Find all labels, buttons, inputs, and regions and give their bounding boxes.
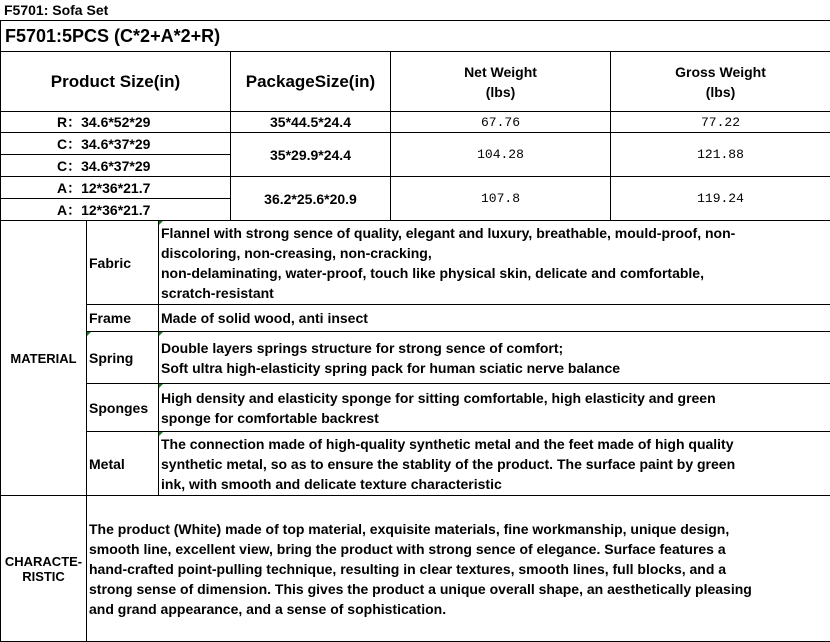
material-row-metal <box>1 432 830 496</box>
characteristic-label-line: CHARACTE- <box>3 554 84 569</box>
material-name-sponges: Sponges <box>87 384 159 432</box>
characteristic-label <box>1 496 87 642</box>
gross-weight-cell: 77.22 <box>611 112 830 133</box>
product-size-cell: A：12*36*21.7 <box>1 177 231 199</box>
desc-line: sponge for comfortable backrest <box>161 408 828 428</box>
product-size-header: Product Size(in) <box>1 52 231 112</box>
desc-line: Made of solid wood, anti insect <box>161 308 828 328</box>
material-name-frame: Frame <box>87 305 159 332</box>
material-desc-frame <box>159 305 830 332</box>
desc-line: scratch-resistant <box>161 283 828 303</box>
desc-line: High density and elasticity sponge for sitting comfortable, high elasticity and green <box>161 388 828 408</box>
desc-line: smooth line, excellent view, bring the product with strong sence of elegance. Surface features a <box>89 539 828 559</box>
desc-line: discoloring, non-creasing, non-cracking, <box>161 243 828 263</box>
net-weight-cell: 67.76 <box>391 112 611 133</box>
product-size-cell: R：34.6*52*29 <box>1 112 231 133</box>
set-title-row <box>1 21 830 52</box>
desc-line: strong sense of dimension. This gives the product a unique overall shape, an aesthetically pleasing <box>89 579 828 599</box>
characteristic-label-line: RISTIC <box>3 569 84 584</box>
desc-line: The connection made of high-quality synthetic metal and the feet made of high quality <box>161 434 828 454</box>
desc-line: The product (White) made of top material, exquisite materials, fine workmanship, unique design, <box>89 519 828 539</box>
gross-weight-label: Gross Weight <box>613 62 828 82</box>
material-row-frame <box>1 305 830 332</box>
desc-line: hand-crafted point-pulling technique, resulting in clear textures, smooth lines, full blocks, and a <box>89 559 828 579</box>
package-size-cell: 35*29.9*24.4 <box>231 133 391 177</box>
material-row-spring <box>1 332 830 384</box>
material-desc-spring <box>159 332 830 384</box>
characteristic-desc <box>87 496 830 642</box>
gross-weight-cell: 119.24 <box>611 177 830 221</box>
material-name-fabric: Fabric <box>87 221 159 305</box>
desc-line: Soft ultra high-elasticity spring pack for human sciatic nerve balance <box>161 358 828 378</box>
net-weight-cell: 104.28 <box>391 133 611 177</box>
characteristic-row <box>1 496 830 642</box>
material-name-spring: Spring <box>87 332 159 384</box>
header-row <box>1 52 830 112</box>
set-title: F5701:5PCS (C*2+A*2+R) <box>1 21 830 52</box>
package-size-header: PackageSize(in) <box>231 52 391 112</box>
table-row <box>1 112 830 133</box>
material-label: MATERIAL <box>1 221 87 496</box>
desc-line: synthetic metal, so as to ensure the stablity of the product. The surface paint by green <box>161 454 828 474</box>
desc-line: Double layers springs structure for strong sence of comfort; <box>161 338 828 358</box>
material-desc-fabric <box>159 221 830 305</box>
table-row <box>1 133 830 155</box>
product-size-cell: C：34.6*37*29 <box>1 133 231 155</box>
package-size-cell: 36.2*25.6*20.9 <box>231 177 391 221</box>
net-weight-unit: (lbs) <box>393 82 608 102</box>
product-size-cell: A：12*36*21.7 <box>1 199 231 221</box>
material-row-fabric <box>1 221 830 305</box>
material-desc-sponges <box>159 384 830 432</box>
product-size-cell: C：34.6*37*29 <box>1 155 231 177</box>
desc-line: ink, with smooth and delicate texture characteristic <box>161 474 828 494</box>
gross-weight-cell: 121.88 <box>611 133 830 177</box>
material-name-metal: Metal <box>87 432 159 496</box>
desc-line: and grand appearance, and a sense of sophistication. <box>89 599 828 619</box>
package-size-cell: 35*44.5*24.4 <box>231 112 391 133</box>
material-desc-metal <box>159 432 830 496</box>
gross-weight-unit: (lbs) <box>613 82 828 102</box>
table-row <box>1 177 830 199</box>
desc-line: Flannel with strong sence of quality, elegant and luxury, breathable, mould-proof, non- <box>161 223 828 243</box>
gross-weight-header <box>611 52 830 112</box>
net-weight-header <box>391 52 611 112</box>
desc-line: non-delaminating, water-proof, touch like physical skin, delicate and comfortable, <box>161 263 828 283</box>
material-row-sponges <box>1 384 830 432</box>
net-weight-label: Net Weight <box>393 62 608 82</box>
page-title: F5701: Sofa Set <box>4 0 108 20</box>
net-weight-cell: 107.8 <box>391 177 611 221</box>
spec-table <box>0 20 830 642</box>
